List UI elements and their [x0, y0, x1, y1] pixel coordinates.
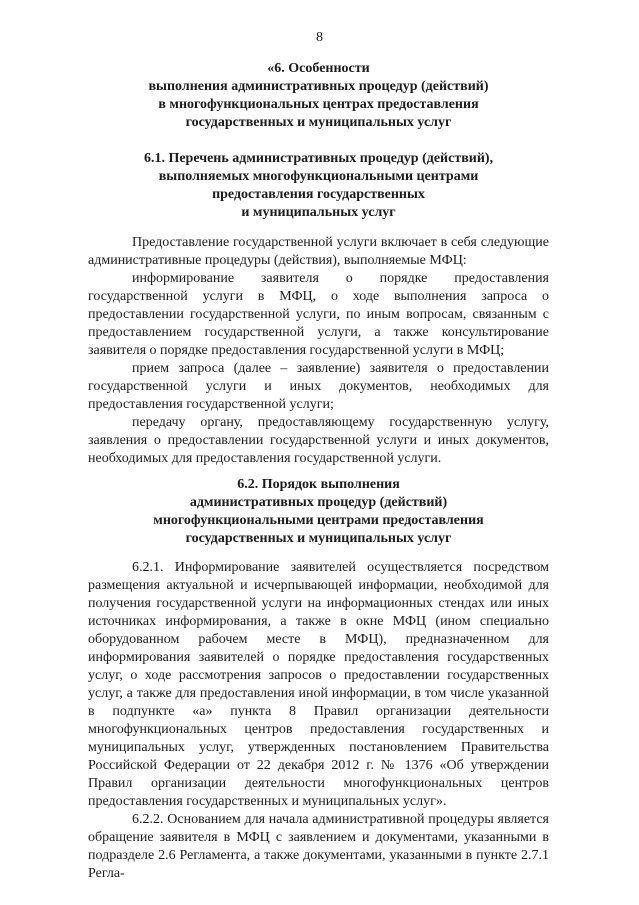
paragraph: передачу органу, предоставляющему государственную услугу, заявления о предоставлении государственной услуги и иных документов, необходимых для предоставления государственной услуги.: [88, 415, 549, 466]
subsection-2-title-line: 6.2. Порядок выполнения: [237, 477, 400, 492]
paragraph: Предоставление государственной услуги включает в себя следующие административные процедуры (действия), выполняемые МФЦ:: [88, 235, 549, 268]
subsection-1-body: [88, 234, 549, 468]
section-title-line: «6. Особенности: [267, 61, 370, 76]
paragraph: 6.2.1. Информирование заявителей осуществляется посредством размещения актуальной и исчерпывающей информации, необходимой для получения государственной услуги на информационных стендах или иных источниках информирования, а также в окне МФЦ (ином специально оборудованном рабочем месте в МФЦ), предназначенном для информирования заявителей о порядке предоставления государственных услуг, о ходе рассмотрения запросов о предоставлении государственных услуг, а также для предоставления иной информации, в том числе указанной в подпункте «а» пункта 8 Правил организации деятельности многофункциональных центров предоставления государственных и муниципальных услуг, утвержденных постановлением Правительства Российской Федерации от 22 декабря 2012 г. № 1376 «Об утверждении Правил организации деятельности многофункциональных центров предоставления государственных и муниципальных услуг».: [88, 560, 549, 809]
subsection-1-title: [88, 150, 549, 222]
section-title: [88, 60, 549, 132]
subsection-1-title-line: выполняемых многофункциональными центрами: [158, 169, 479, 184]
section-title-line: в многофункциональных центрах предоставления: [158, 97, 479, 112]
subsection-1-title-line: 6.1. Перечень административных процедур (действий),: [143, 151, 494, 166]
paragraph: информирование заявителя о порядке предоставления государственной услуги в МФЦ, о ходе выполнения запроса о предоставлении государственной услуги, по иным вопросам, связанным с предоставлением государственной услуги, а также консультирование заявителя о порядке предоставления государственной услуги в МФЦ;: [88, 271, 549, 358]
subsection-2-title-line: административных процедур (действий): [189, 495, 448, 510]
subsection-2-title-line: многофункциональными центрами предоставления: [153, 513, 484, 528]
subsection-2-title: [88, 476, 549, 548]
paragraph: прием запроса (далее – заявление) заявителя о предоставлении государственной услуги и иных документов, необходимых для предоставления государственной услуги;: [88, 361, 549, 412]
page-number: 8: [316, 30, 323, 45]
section-title-line: выполнения административных процедур (действий): [148, 79, 489, 94]
subsection-2-title-line: государственных и муниципальных услуг: [185, 531, 452, 546]
paragraph: 6.2.2. Основанием для начала административной процедуры является обращение заявителя в МФЦ с заявлением и документами, указанными в подразделе 2.6 Регламента, а также документами, указанными в пункте 2.7.1 Регла-: [88, 812, 549, 881]
subsection-1-title-line: и муниципальных услуг: [241, 205, 396, 220]
subsection-2-body: [88, 559, 549, 883]
subsection-1-title-line: предоставления государственных: [212, 187, 425, 202]
section-title-line: государственных и муниципальных услуг: [185, 115, 452, 130]
